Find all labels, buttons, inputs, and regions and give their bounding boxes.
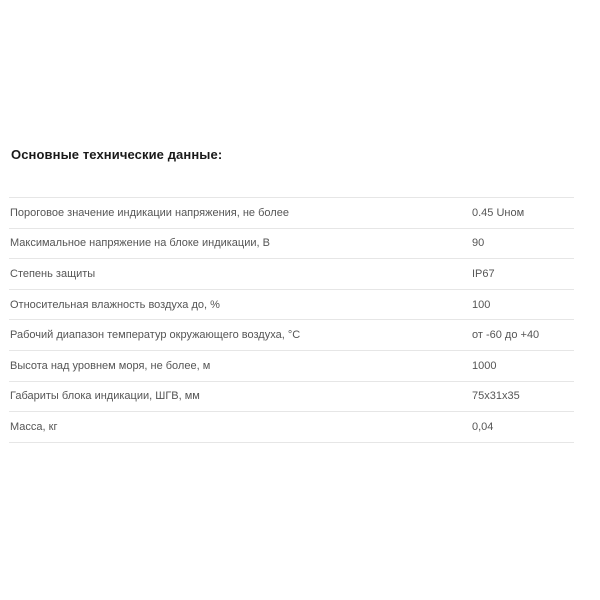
spec-param: Максимальное напряжение на блоке индикации, В	[10, 237, 270, 250]
spec-value: от -60 до +40	[472, 329, 540, 342]
spec-value: 90	[472, 237, 485, 250]
spec-param: Габариты блока индикации, ШГВ, мм	[10, 390, 200, 403]
table-row	[9, 412, 574, 443]
table-row	[9, 350, 574, 381]
spec-param: Пороговое значение индикации напряжения, не более	[10, 206, 289, 219]
spec-value: IP67	[472, 267, 495, 280]
spec-table	[9, 197, 574, 443]
spec-param: Рабочий диапазон температур окружающего воздуха, °С	[10, 329, 301, 342]
table-row	[9, 228, 574, 259]
spec-param: Масса, кг	[10, 420, 58, 433]
spec-value: 0.45 Uном	[472, 206, 525, 219]
spec-param: Степень защиты	[10, 267, 96, 280]
spec-value: 0,04	[472, 420, 494, 433]
table-row	[9, 320, 574, 351]
table-row	[9, 259, 574, 290]
table-row	[9, 289, 574, 320]
spec-value: 75x31x35	[472, 390, 520, 403]
table-row	[9, 198, 574, 229]
table-row	[9, 381, 574, 412]
spec-value: 1000	[472, 359, 497, 372]
spec-value: 100	[472, 298, 491, 311]
section-title: Основные технические данные:	[11, 147, 223, 162]
spec-param: Высота над уровнем моря, не более, м	[10, 359, 211, 372]
spec-param: Относительная влажность воздуха до, %	[10, 298, 220, 311]
